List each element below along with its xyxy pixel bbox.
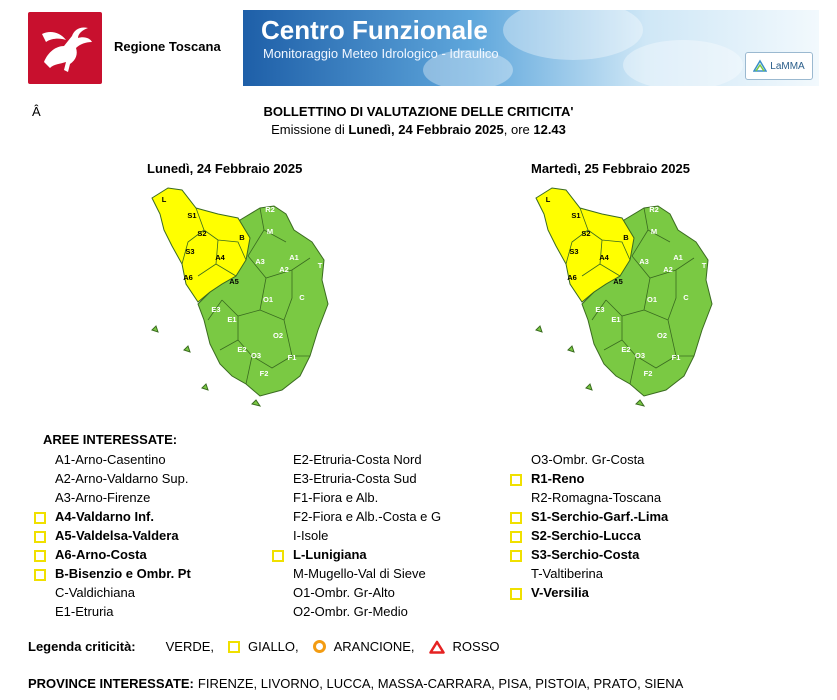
yellow-square-icon [510, 550, 522, 562]
yellow-square-icon [510, 531, 522, 543]
zone-label-e2: E2 [621, 345, 631, 354]
area-label: B-Bisenzio e Ombr. Pt [55, 566, 191, 581]
area-label: A4-Valdarno Inf. [55, 509, 154, 524]
zone-label-r2: R2 [265, 205, 275, 214]
zone-label-l: L [161, 195, 167, 204]
zone-label-a2: A2 [663, 265, 673, 274]
yellow-square-icon [510, 474, 522, 486]
area-row [268, 564, 508, 583]
area-label: E1-Etruria [55, 604, 114, 619]
yellow-square-icon [34, 569, 46, 581]
zone-label-o1: O1 [262, 295, 274, 304]
area-row [30, 526, 270, 545]
zone-label-f2: F2 [259, 369, 269, 378]
zone-label-m: M [266, 227, 274, 236]
pegasus-logo-icon [28, 12, 102, 84]
zone-label-o2: O2 [272, 331, 284, 340]
zone-label-s3: S3 [569, 247, 579, 256]
area-row [268, 526, 508, 545]
area-row [30, 450, 270, 469]
area-label: M-Mugello-Val di Sieve [293, 566, 426, 581]
area-row [506, 545, 746, 564]
legend-verde [166, 639, 214, 654]
zone-label-o3: O3 [250, 351, 262, 360]
area-label: L-Lunigiana [293, 547, 367, 562]
area-row [30, 564, 270, 583]
zone-label-l: L [545, 195, 551, 204]
area-label: S2-Serchio-Lucca [531, 528, 641, 543]
legend-arancione-text: ARANCIONE, [333, 639, 415, 654]
area-label: T-Valtiberina [531, 566, 604, 581]
zone-label-b: B [239, 233, 245, 242]
areas-col-1 [30, 450, 270, 621]
centro-funzionale-banner [243, 10, 819, 86]
emission-date: Lunedì, 24 Febbraio 2025 [348, 122, 504, 137]
zone-label-a3: A3 [639, 257, 649, 266]
zone-label-s3: S3 [185, 247, 195, 256]
region-name: Regione Toscana [114, 39, 221, 54]
zone-label-s2: S2 [581, 229, 591, 238]
areas-col-3 [506, 450, 746, 602]
area-row [506, 564, 746, 583]
area-label: A3-Arno-Firenze [55, 490, 151, 505]
zone-label-f1: F1 [671, 353, 681, 362]
area-row [268, 507, 508, 526]
area-label: F1-Fiora e Alb. [293, 490, 379, 505]
legend-giallo [222, 639, 299, 654]
lamma-logo [745, 52, 813, 80]
area-row [30, 545, 270, 564]
yellow-square-icon [510, 512, 522, 524]
area-label: E2-Etruria-Costa Nord [293, 452, 422, 467]
zone-label-o3: O3 [634, 351, 646, 360]
area-row [506, 507, 746, 526]
area-row [506, 583, 746, 602]
emission-mid: , ore [503, 122, 534, 137]
banner-subtitle: Monitoraggio Meteo Idrologico - Idraulico [263, 46, 499, 61]
zone-label-i: I [564, 349, 568, 358]
zone-label-o2: O2 [656, 331, 668, 340]
yellow-square-icon [34, 550, 46, 562]
areas-title: AREE INTERESSATE: [43, 432, 178, 447]
province-label: PROVINCE INTERESSATE: [28, 676, 194, 691]
red-triangle-icon [429, 640, 445, 654]
map-date-2: Martedì, 25 Febbraio 2025 [531, 161, 690, 176]
orange-circle-icon [313, 640, 326, 653]
areas-col-2 [268, 450, 508, 621]
yellow-square-icon [510, 588, 522, 600]
map-svg-2 [526, 180, 736, 410]
area-row [30, 583, 270, 602]
area-label: O3-Ombr. Gr-Costa [531, 452, 645, 467]
zone-label-a5: A5 [229, 277, 239, 286]
yellow-square-icon [34, 531, 46, 543]
bulletin-title: BOLLETTINO DI VALUTAZIONE DELLE CRITICITA' [263, 104, 574, 119]
zone-label-e2: E2 [237, 345, 247, 354]
area-label: R1-Reno [531, 471, 585, 486]
zone-label-s1: S1 [187, 211, 197, 220]
legend-label: Legenda criticità: [28, 639, 136, 654]
legend-arancione [307, 639, 415, 654]
area-row [30, 488, 270, 507]
zone-label-a6: A6 [567, 273, 577, 282]
area-label: O1-Ombr. Gr-Alto [293, 585, 395, 600]
zone-label-a4: A4 [215, 253, 225, 262]
area-label: A5-Valdelsa-Valdera [55, 528, 179, 543]
area-row [506, 526, 746, 545]
emission-line [0, 122, 837, 137]
legend-rosso [423, 639, 500, 654]
area-row [268, 469, 508, 488]
area-label: S3-Serchio-Costa [531, 547, 640, 562]
zone-label-e3: E3 [595, 305, 605, 314]
yellow-square-icon [228, 641, 240, 653]
zone-label-m: M [650, 227, 658, 236]
yellow-square-icon [34, 512, 46, 524]
zone-label-b: B [623, 233, 629, 242]
area-row [506, 469, 746, 488]
area-label: S1-Serchio-Garf.-Lima [531, 509, 669, 524]
area-row [30, 602, 270, 621]
zone-label-i: I [180, 349, 184, 358]
area-label: I-Isole [293, 528, 329, 543]
lamma-icon [753, 59, 767, 73]
header [0, 0, 837, 95]
area-label: O2-Ombr. Gr-Medio [293, 604, 408, 619]
legend-giallo-text: GIALLO, [248, 639, 299, 654]
lamma-label: LaMMA [770, 60, 805, 72]
zone-label-a1: A1 [289, 253, 299, 262]
zone-label-a5: A5 [613, 277, 623, 286]
zone-label-a4: A4 [599, 253, 609, 262]
area-row [268, 545, 508, 564]
zone-label-c: C [683, 293, 689, 302]
emission-prefix: Emissione di [271, 122, 349, 137]
stray-character: Â [32, 104, 41, 119]
zone-label-f2: F2 [643, 369, 653, 378]
area-row [268, 488, 508, 507]
area-label: V-Versilia [531, 585, 589, 600]
zone-label-e1: E1 [611, 315, 621, 324]
area-row [506, 488, 746, 507]
legend-rosso-text: ROSSO [452, 639, 500, 654]
banner-title: Centro Funzionale [261, 15, 488, 45]
zone-label-a1: A1 [673, 253, 683, 262]
zone-label-f1: F1 [287, 353, 297, 362]
zone-label-s2: S2 [197, 229, 207, 238]
area-row [268, 583, 508, 602]
zone-label-e1: E1 [227, 315, 237, 324]
province-line [28, 676, 683, 691]
zone-label-o1: O1 [646, 295, 658, 304]
area-label: R2-Romagna-Toscana [531, 490, 662, 505]
area-label: C-Valdichiana [55, 585, 135, 600]
area-label: E3-Etruria-Costa Sud [293, 471, 417, 486]
legend-verde-text: VERDE, [165, 639, 215, 654]
area-row [30, 469, 270, 488]
zone-label-t: T [317, 261, 323, 270]
tuscany-map-1 [142, 180, 352, 410]
zone-label-s1: S1 [571, 211, 581, 220]
area-row [506, 450, 746, 469]
zone-label-t: T [701, 261, 707, 270]
yellow-square-icon [272, 550, 284, 562]
province-list: FIRENZE, LIVORNO, LUCCA, MASSA-CARRARA, PISA, PISTOIA, PRATO, SIENA [197, 676, 684, 691]
area-label: A2-Arno-Valdarno Sup. [55, 471, 189, 486]
zone-label-a6: A6 [183, 273, 193, 282]
area-row [268, 450, 508, 469]
tuscany-map-2 [526, 180, 736, 410]
legend [28, 639, 508, 654]
area-row [268, 602, 508, 621]
emission-time: 12.43 [533, 122, 566, 137]
zone-label-c: C [299, 293, 305, 302]
zone-label-e3: E3 [211, 305, 221, 314]
zone-label-a3: A3 [255, 257, 265, 266]
area-label: F2-Fiora e Alb.-Costa e G [293, 509, 442, 524]
zone-label-a2: A2 [279, 265, 289, 274]
area-row [30, 507, 270, 526]
map-date-1: Lunedì, 24 Febbraio 2025 [147, 161, 303, 176]
area-label: A6-Arno-Costa [55, 547, 147, 562]
zone-label-r2: R2 [649, 205, 659, 214]
area-label: A1-Arno-Casentino [55, 452, 166, 467]
map-svg-1 [142, 180, 352, 410]
